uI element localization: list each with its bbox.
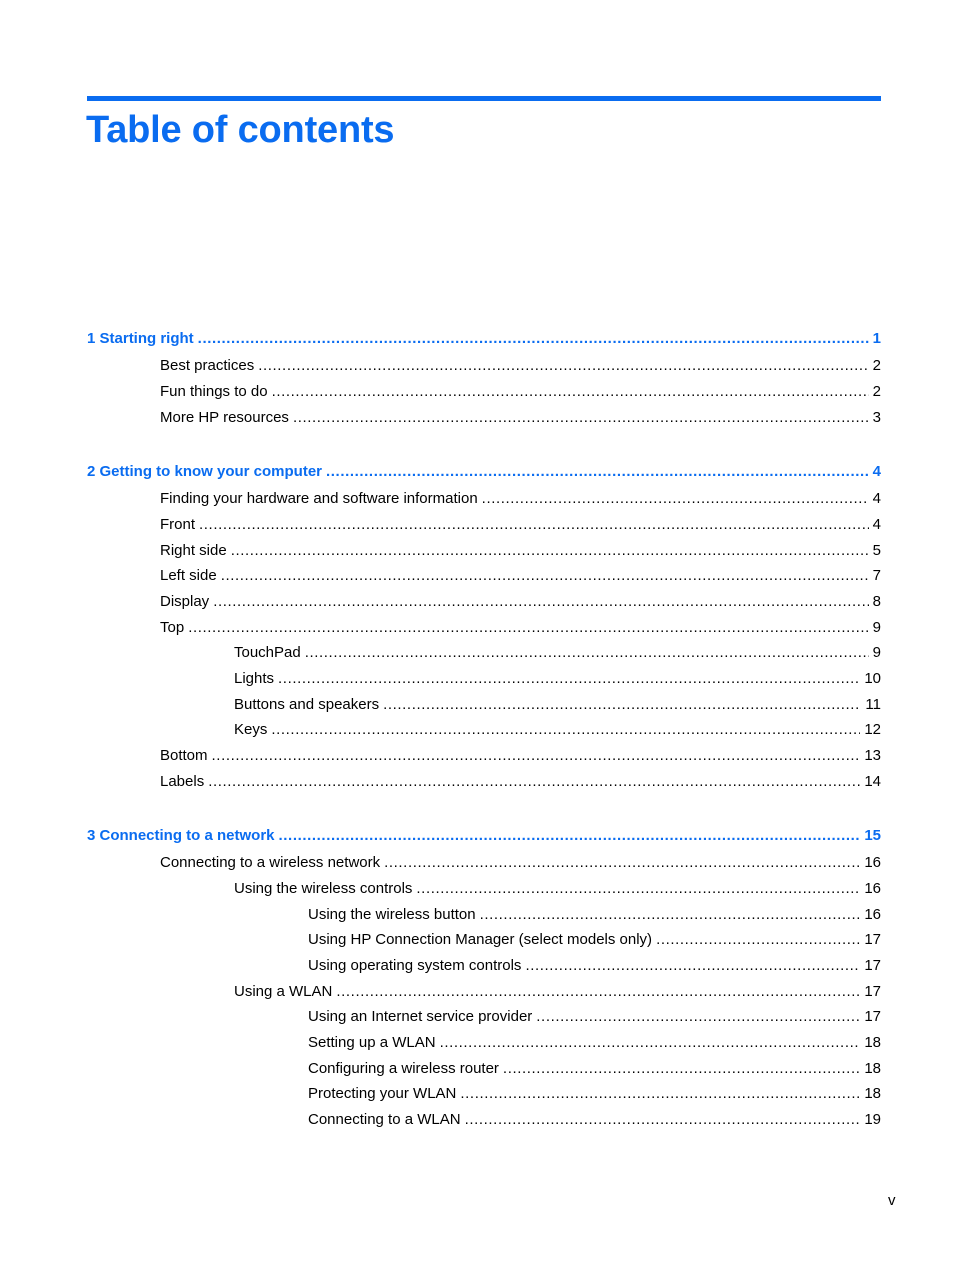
leader-dots xyxy=(536,1007,860,1027)
toc-entry-label: 2 Getting to know your computer xyxy=(87,462,326,482)
toc-entry[interactable] xyxy=(160,746,881,766)
leader-dots xyxy=(272,382,869,402)
leader-dots xyxy=(384,853,860,873)
leader-dots xyxy=(278,669,860,689)
toc-entry-label: Keys xyxy=(234,720,271,740)
leader-dots xyxy=(208,772,860,792)
toc-entry-label: Right side xyxy=(160,541,231,561)
toc-entry[interactable] xyxy=(308,956,881,976)
toc-entry-page: 3 xyxy=(872,409,881,426)
leader-dots xyxy=(258,356,868,376)
toc-entry[interactable] xyxy=(160,592,881,612)
leader-dots xyxy=(336,982,860,1002)
toc-entry[interactable] xyxy=(234,695,881,715)
toc-entry-label: Bottom xyxy=(160,746,212,766)
toc-entry-label: Configuring a wireless router xyxy=(308,1059,503,1079)
toc-entry[interactable] xyxy=(160,853,881,873)
toc-entry[interactable] xyxy=(308,1084,881,1104)
toc-entry-page: 17 xyxy=(864,983,881,1000)
toc-chapter-entry[interactable] xyxy=(87,462,881,482)
toc-entry-page: 19 xyxy=(864,1111,881,1128)
toc-entry-label: Front xyxy=(160,515,199,535)
leader-dots xyxy=(383,695,861,715)
toc-entry-page: 18 xyxy=(864,1034,881,1051)
toc-entry-label: 3 Connecting to a network xyxy=(87,826,279,846)
toc-chapter-entry[interactable] xyxy=(87,826,881,846)
toc-entry[interactable] xyxy=(234,879,881,899)
toc-entry-label: Using an Internet service provider xyxy=(308,1007,536,1027)
leader-dots xyxy=(279,826,861,846)
leader-dots xyxy=(525,956,860,976)
toc-entry-label: Finding your hardware and software information xyxy=(160,489,482,509)
toc-entry-label: Connecting to a wireless network xyxy=(160,853,384,873)
leader-dots xyxy=(416,879,860,899)
toc-entry[interactable] xyxy=(160,618,881,638)
toc-entry[interactable] xyxy=(308,1110,881,1130)
toc-entry-page: 1 xyxy=(872,330,881,347)
toc-entry[interactable] xyxy=(234,982,881,1002)
toc-entry-page: 15 xyxy=(864,827,881,844)
toc-entry-label: 1 Starting right xyxy=(87,329,198,349)
toc-entry[interactable] xyxy=(160,515,881,535)
toc-entry-page: 17 xyxy=(864,1008,881,1025)
toc-entry-label: Connecting to a WLAN xyxy=(308,1110,465,1130)
leader-dots xyxy=(440,1033,861,1053)
toc-entry-page: 8 xyxy=(872,593,881,610)
toc-entry-label: Display xyxy=(160,592,213,612)
toc-entry[interactable] xyxy=(160,408,881,428)
toc-entry-label: Best practices xyxy=(160,356,258,376)
toc-entry-page: 18 xyxy=(864,1085,881,1102)
toc-entry-page: 16 xyxy=(864,880,881,897)
toc-entry-page: 9 xyxy=(872,644,881,661)
toc-entry[interactable] xyxy=(308,1059,881,1079)
toc-entry[interactable] xyxy=(234,720,881,740)
leader-dots xyxy=(465,1110,861,1130)
leader-dots xyxy=(293,408,869,428)
toc-entry-label: Left side xyxy=(160,566,221,586)
toc-entry-page: 4 xyxy=(872,463,881,480)
leader-dots xyxy=(231,541,869,561)
leader-dots xyxy=(188,618,868,638)
toc-entry[interactable] xyxy=(308,1007,881,1027)
toc-entry-label: Protecting your WLAN xyxy=(308,1084,460,1104)
toc-entry-label: Setting up a WLAN xyxy=(308,1033,440,1053)
toc-entry-page: 16 xyxy=(864,854,881,871)
toc-entry-label: More HP resources xyxy=(160,408,293,428)
leader-dots xyxy=(271,720,860,740)
toc-entry[interactable] xyxy=(234,669,881,689)
toc-entry-label: Labels xyxy=(160,772,208,792)
toc-entry[interactable] xyxy=(308,1033,881,1053)
toc-entry[interactable] xyxy=(160,382,881,402)
toc-entry-page: 4 xyxy=(872,490,881,507)
toc-entry-label: Fun things to do xyxy=(160,382,272,402)
leader-dots xyxy=(199,515,869,535)
toc-entry-page: 2 xyxy=(872,357,881,374)
toc-entry-page: 13 xyxy=(864,747,881,764)
toc-entry-page: 12 xyxy=(864,721,881,738)
toc-entry-page: 17 xyxy=(864,931,881,948)
toc-entry-page: 17 xyxy=(864,957,881,974)
toc-entry-page: 4 xyxy=(872,516,881,533)
toc-entry-label: Buttons and speakers xyxy=(234,695,383,715)
page-title: Table of contents xyxy=(86,109,395,151)
toc-entry-page: 9 xyxy=(872,619,881,636)
toc-entry-page: 7 xyxy=(872,567,881,584)
toc-entry[interactable] xyxy=(160,772,881,792)
leader-dots xyxy=(480,905,861,925)
leader-dots xyxy=(221,566,869,586)
toc-entry-page: 16 xyxy=(864,906,881,923)
toc-entry-label: Using HP Connection Manager (select models only) xyxy=(308,930,656,950)
leader-dots xyxy=(503,1059,860,1079)
toc-entry-page: 2 xyxy=(872,383,881,400)
leader-dots xyxy=(305,643,869,663)
toc-entry[interactable] xyxy=(160,356,881,376)
toc-entry[interactable] xyxy=(160,541,881,561)
toc-entry-label: Lights xyxy=(234,669,278,689)
page-number: v xyxy=(888,1192,896,1209)
toc-entry-label: Top xyxy=(160,618,188,638)
toc-entry-label: Using a WLAN xyxy=(234,982,336,1002)
title-rule xyxy=(87,96,881,101)
toc-entry[interactable] xyxy=(160,489,881,509)
toc-entry[interactable] xyxy=(160,566,881,586)
leader-dots xyxy=(326,462,869,482)
toc-entry-label: Using the wireless button xyxy=(308,905,480,925)
toc-entry-page: 11 xyxy=(865,696,881,713)
leader-dots xyxy=(460,1084,860,1104)
toc-entry[interactable] xyxy=(308,905,881,925)
leader-dots xyxy=(656,930,860,950)
toc-chapter-entry[interactable] xyxy=(87,329,881,349)
leader-dots xyxy=(212,746,861,766)
leader-dots xyxy=(213,592,868,612)
toc-entry[interactable] xyxy=(234,643,881,663)
toc-entry-label: Using operating system controls xyxy=(308,956,525,976)
leader-dots xyxy=(482,489,869,509)
toc-entry-page: 14 xyxy=(864,773,881,790)
toc-entry-label: Using the wireless controls xyxy=(234,879,416,899)
toc-entry-page: 10 xyxy=(864,670,881,687)
leader-dots xyxy=(198,329,869,349)
toc-entry-page: 18 xyxy=(864,1060,881,1077)
toc-entry-label: TouchPad xyxy=(234,643,305,663)
toc-entry-page: 5 xyxy=(872,542,881,559)
toc-entry[interactable] xyxy=(308,930,881,950)
